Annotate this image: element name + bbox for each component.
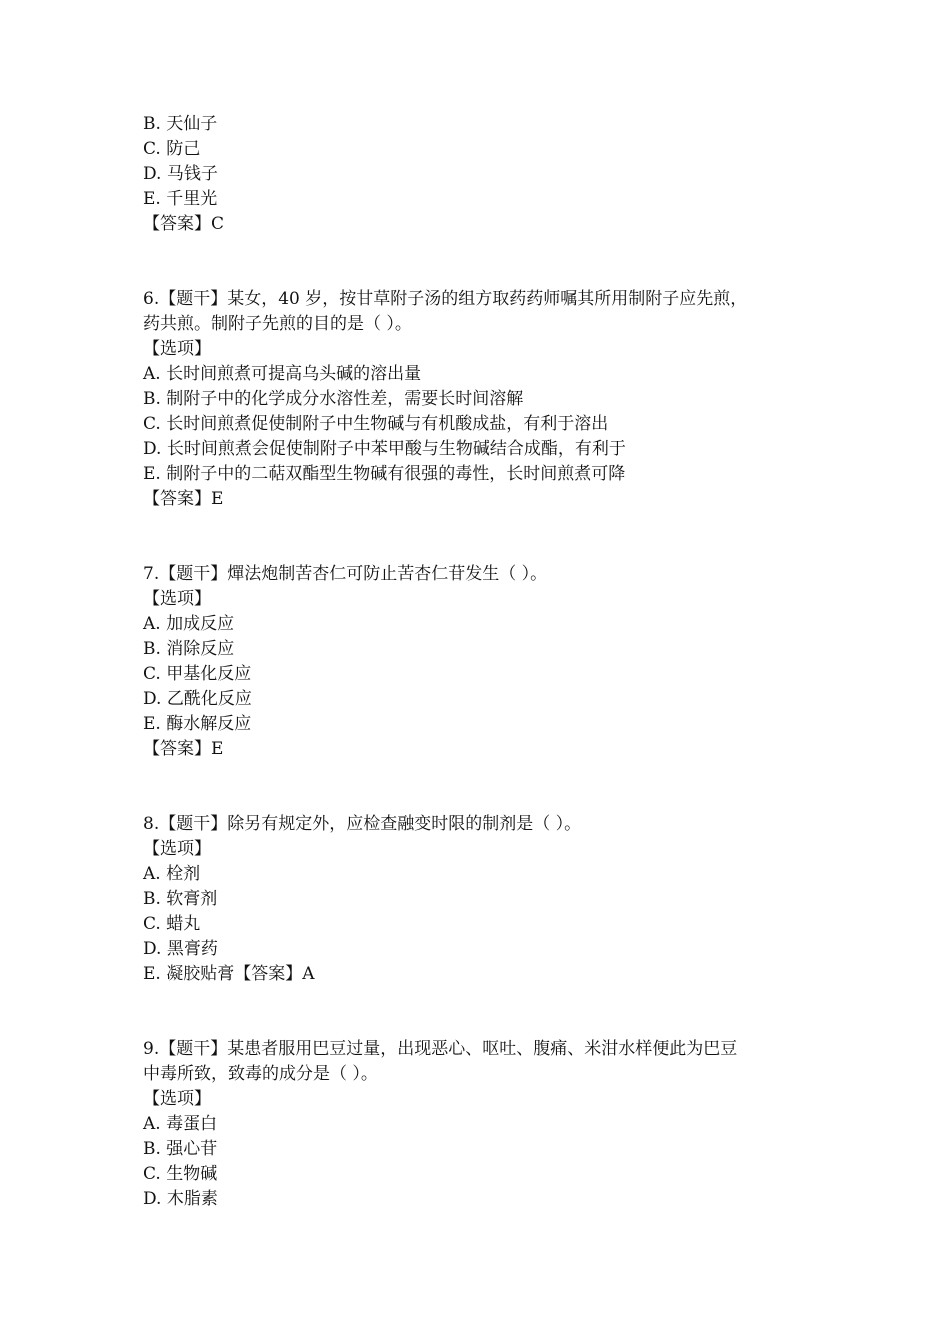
question-6	[143, 287, 823, 512]
option-b: B. 强心苷	[143, 1139, 218, 1159]
options-label: 【选项】	[143, 1089, 211, 1109]
options-label: 【选项】	[143, 339, 211, 359]
option-b: B. 软膏剂	[143, 889, 218, 909]
spacer	[143, 512, 823, 562]
option-e: E. 制附子中的二萜双酯型生物碱有很强的毒性，长时间煎煮可降	[143, 464, 626, 484]
option-a: A. 毒蛋白	[143, 1114, 218, 1134]
option-c: C. 蜡丸	[143, 914, 201, 934]
options-label: 【选项】	[143, 589, 211, 609]
question-stem: 7.【题干】燀法炮制苦杏仁可防止苦杏仁苷发生（ ）。	[143, 564, 548, 584]
option-b: B. 消除反应	[143, 639, 235, 659]
question-stem: 6.【题干】某女，40 岁，按甘草附子汤的组方取药药师嘱其所用制附子应先煎，	[143, 289, 748, 309]
document-page	[143, 112, 823, 1212]
option-a: A. 栓剂	[143, 864, 201, 884]
question-5-continuation	[143, 112, 823, 237]
option-d: D. 黑膏药	[143, 939, 218, 959]
option-b: B. 制附子中的化学成分水溶性差，需要长时间溶解	[143, 389, 524, 409]
question-7	[143, 562, 823, 762]
answer: 【答案】E	[143, 739, 224, 759]
option-c: C. 防己	[143, 139, 201, 159]
question-stem-continued: 中毒所致，致毒的成分是（ ）。	[143, 1064, 378, 1084]
answer: 【答案】E	[143, 489, 224, 509]
spacer	[143, 762, 823, 812]
option-d: D. 木脂素	[143, 1189, 218, 1209]
option-e: E. 酶水解反应	[143, 714, 252, 734]
option-d: D. 长时间煎煮会促使制附子中苯甲酸与生物碱结合成酯，有利于	[143, 439, 626, 459]
answer: 【答案】C	[143, 214, 225, 234]
option-e-with-answer: E. 凝胶贴膏【答案】A	[143, 964, 315, 984]
option-c: C. 长时间煎煮促使制附子中生物碱与有机酸成盐，有利于溶出	[143, 414, 609, 434]
option-e: E. 千里光	[143, 189, 218, 209]
question-9	[143, 1037, 823, 1212]
options-label: 【选项】	[143, 839, 211, 859]
option-c: C. 生物碱	[143, 1164, 218, 1184]
question-stem: 8.【题干】除另有规定外，应检查融变时限的制剂是（ ）。	[143, 814, 582, 834]
option-a: A. 长时间煎煮可提高乌头碱的溶出量	[143, 364, 422, 384]
spacer	[143, 987, 823, 1037]
option-d: D. 乙酰化反应	[143, 689, 252, 709]
question-8	[143, 812, 823, 987]
question-stem: 9.【题干】某患者服用巴豆过量，出现恶心、呕吐、腹痛、米泔水样便此为巴豆	[143, 1039, 738, 1059]
option-d: D. 马钱子	[143, 164, 218, 184]
option-b: B. 天仙子	[143, 114, 218, 134]
option-c: C. 甲基化反应	[143, 664, 252, 684]
question-stem-continued: 药共煎。制附子先煎的目的是（ ）。	[143, 314, 412, 334]
spacer	[143, 237, 823, 287]
option-a: A. 加成反应	[143, 614, 235, 634]
